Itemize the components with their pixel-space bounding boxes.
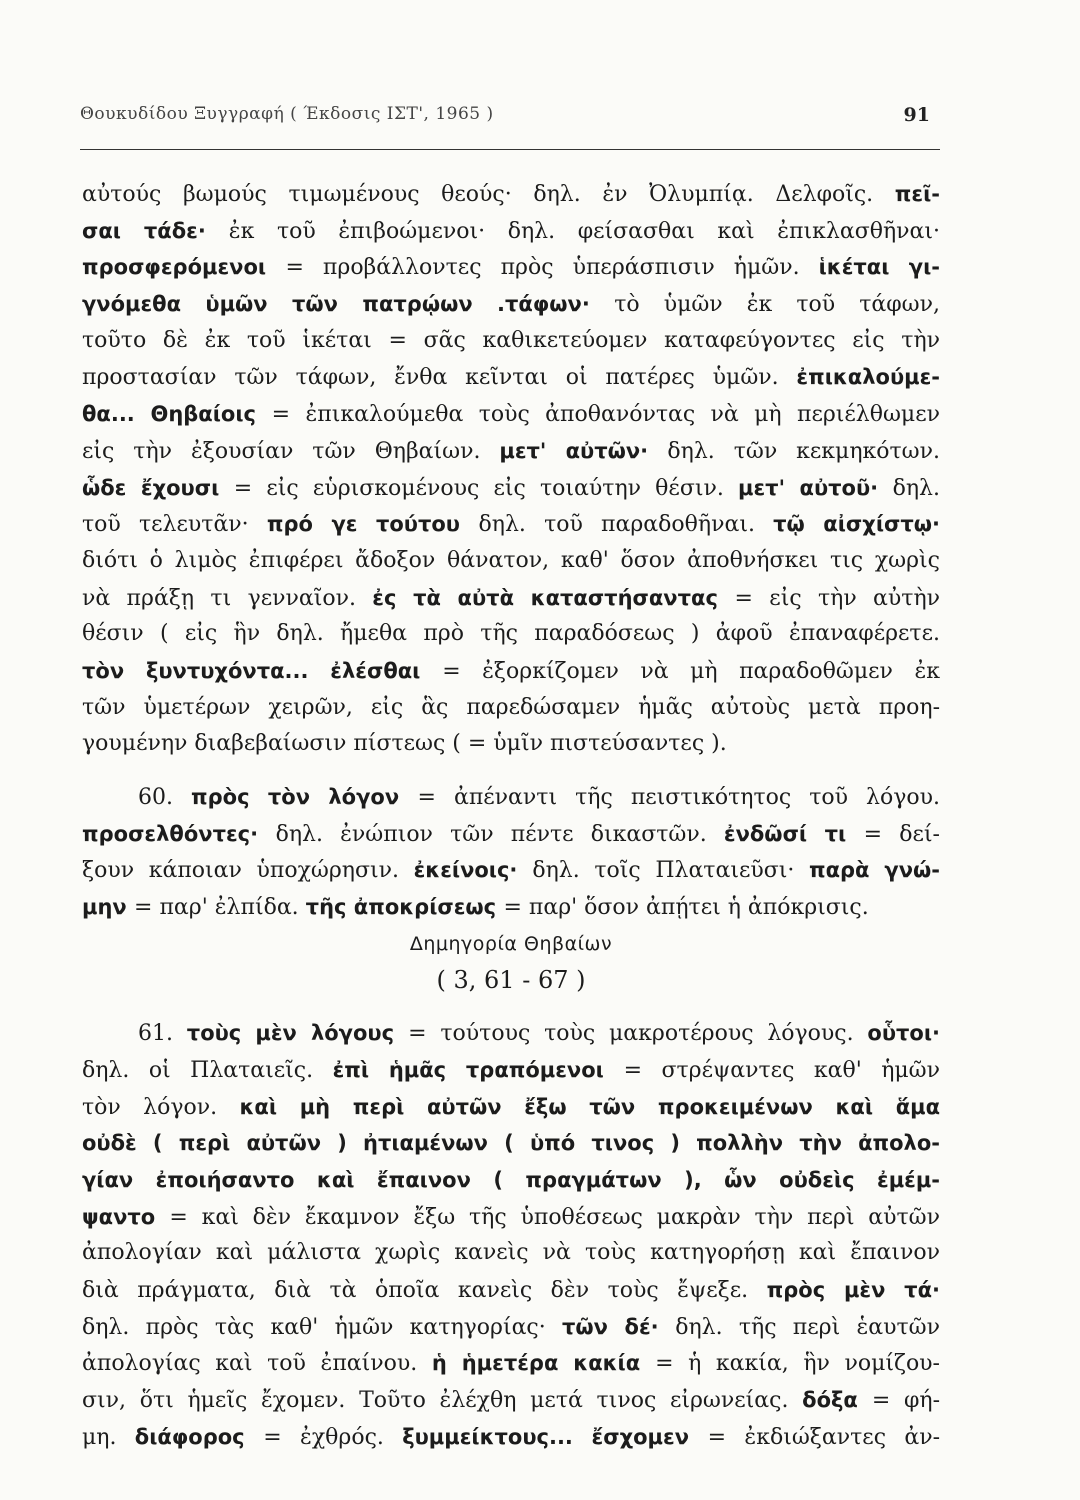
gloss-text: = καὶ δὲν ἔκαμνον ἔξω τῆς ὑποθέσεως μακρὰν τὴν περὶ αὐτῶν [169, 1204, 940, 1230]
gloss-text: δηλ. ἐνώπιον τῶν πέντε δικαστῶν. [275, 821, 724, 847]
paragraph-gap [82, 999, 940, 1015]
lemma-term: ὧδε ἔχουσι [82, 475, 234, 500]
text-line [82, 396, 940, 433]
text-line [82, 1089, 940, 1126]
running-header [80, 104, 940, 140]
text-line [82, 1419, 940, 1456]
lemma-term: γνόμεθα ὑμῶν τῶν πατρῴων .τάφων· [82, 292, 615, 317]
text-line [82, 580, 940, 617]
section-range: ( 3, 61 - 67 ) [436, 966, 586, 995]
gloss-text: εἰς τὴν ἐξουσίαν τῶν Θηβαίων. [82, 438, 500, 464]
lemma-term: οὐδὲ ( περὶ αὐτῶν ) ἠτιαμένων ( ὑπό τινος ) πολλὴν τὴν ἀπολο- [82, 1131, 940, 1156]
text-line [82, 1125, 940, 1162]
text-line [82, 616, 940, 653]
lemma-term: ἡ ἡμετέρα κακία [431, 1351, 656, 1376]
text-line [82, 213, 940, 250]
gloss-text: προστασίαν τῶν τάφων, ἔνθα κεῖνται οἱ πατέρες ὑμῶν. [82, 365, 797, 391]
lemma-term: μην [82, 895, 135, 920]
gloss-text: δηλ. [892, 475, 940, 501]
gloss-text: τὸν λόγον. [82, 1094, 240, 1120]
header-title: Θουκυδίδου Ξυγγραφή ( Έκδοσις ΙΣΤ', 1965 ) [80, 104, 494, 124]
gloss-text: ξουν κάποιαν ὑποχώρησιν. [82, 858, 414, 884]
text-line [82, 1199, 940, 1236]
text-line [82, 816, 940, 853]
text-line [82, 1272, 940, 1309]
gloss-text: ἀπολογίας καὶ τοῦ ἐπαίνου. [82, 1351, 432, 1377]
lemma-term: οὗτοι· [867, 1021, 940, 1046]
lemma-term: τῷ αἰσχίστῳ· [773, 512, 940, 537]
text-line [82, 470, 940, 507]
gloss-text: = ἐπικαλούμεθα τοὺς ἀποθανόντας νὰ μὴ περιέλθωμεν [271, 402, 940, 428]
text-line [82, 1235, 940, 1272]
lemma-term: μετ' αὐτῶν· [499, 438, 668, 463]
lemma-term: ἱκέται γι- [818, 255, 940, 280]
gloss-text: = στρέψαντες καθ' ἡμῶν [623, 1057, 940, 1083]
header-divider [80, 149, 940, 150]
gloss-text: σιν, ὅτι ἡμεῖς ἔχομεν. Τοῦτο ἐλέχθη μετά τινος εἰρωνείας. [82, 1388, 803, 1413]
gloss-text: = εἰς εὑρισκομένους εἰς τοιαύτην θέσιν. [233, 475, 739, 501]
gloss-text: διὰ πράγματα, διὰ τὰ ὁποῖα κανεὶς δὲν τοὺς ἔψεξε. [82, 1277, 767, 1303]
gloss-text: νὰ πράξῃ τι γενναῖον. [82, 585, 373, 611]
lemma-term: τῆς ἀποκρίσεως [305, 895, 504, 920]
lemma-term: μετ' αὐτοῦ· [738, 475, 893, 500]
gloss-text: τοῦτο δὲ ἐκ τοῦ ἱκέται = σᾶς καθικετεύομεν καταφεύγοντες εἰς τὴν [82, 327, 940, 353]
lemma-term: τὸν ξυντυχόντα... ἐλέσθαι [82, 658, 443, 683]
text-line [82, 1052, 940, 1089]
gloss-text: = τούτους τοὺς μακροτέρους λόγους. [408, 1021, 868, 1047]
gloss-text: = ἐχθρός. [263, 1424, 403, 1450]
lemma-term: παρὰ γνώ- [808, 858, 940, 883]
lemma-term: ἐκείνοις· [413, 858, 533, 883]
gloss-text: δηλ. τῆς περὶ ἑαυτῶν [675, 1314, 940, 1340]
gloss-text: = δεί- [863, 821, 940, 847]
gloss-text: = ἐκδιώξαντες ἀν- [707, 1424, 940, 1450]
lemma-term: πεῖ- [894, 182, 940, 206]
gloss-text: ἀπολογίαν καὶ μάλιστα χωρὶς κανεὶς νὰ τοὺς κατηγορήσῃ καὶ ἔπαινον [82, 1240, 940, 1266]
gloss-text: δηλ. οἱ Πλαταιεῖς. [82, 1057, 333, 1083]
lemma-term: ψαντο [82, 1204, 170, 1229]
gloss-text: = εἰς τὴν αὐτὴν [734, 585, 940, 611]
lemma-term: πρὸς τὸν λόγον [191, 785, 418, 809]
gloss-text: δηλ. τοῖς Πλαταιεῦσι· [532, 858, 809, 884]
lemma-term: τῶν δέ· [562, 1314, 676, 1339]
lemma-term: τοὺς μὲν λόγους [186, 1021, 409, 1046]
gloss-text: ἐκ τοῦ ἐπιβοώμενοι· δηλ. φείσασθαι καὶ ἐπικλασθῆναι· [228, 218, 940, 244]
paragraph-gap [82, 763, 940, 779]
gloss-text: διότι ὁ λιμὸς ἐπιφέρει ἄδοξον θάνατον, καθ' ὅσον ἀποθνήσκει τις χωρὶς [82, 547, 940, 573]
gloss-text: τοῦ τελευτᾶν· [82, 512, 267, 538]
text-line [82, 359, 940, 396]
lemma-term: προσελθόντες· [82, 821, 276, 846]
gloss-text: αὐτούς βωμούς τιμωμένους θεούς· δηλ. ἐν Ὀλυμπίᾳ. Δελφοῖς. [82, 182, 895, 207]
text-line [82, 1309, 940, 1346]
text-line [82, 926, 940, 963]
gloss-text: 61. [138, 1021, 187, 1047]
text-line [82, 852, 940, 889]
lemma-term: ἐπικαλούμε- [796, 365, 940, 390]
lemma-term: σαι τάδε· [82, 218, 229, 243]
text-line [82, 323, 940, 360]
lemma-term: θα... Θηβαίοις [82, 402, 272, 427]
gloss-text: μη. [82, 1424, 135, 1450]
page-number: 91 [903, 104, 930, 126]
text-line [82, 506, 940, 543]
lemma-term: ἐνδῶσί τι [723, 821, 864, 846]
gloss-text: γουμένην διαβεβαίωσιν πίστεως ( = ὑμῖν πιστεύσαντες ). [82, 731, 727, 757]
gloss-text: = ἀπέναντι τῆς πειστικότητος τοῦ λόγου. [417, 785, 940, 810]
lemma-term: ( πραγμάτων ), ὧν οὐδεὶς ἐμέμ- [493, 1167, 940, 1192]
text-line [82, 1382, 940, 1419]
lemma-term: γίαν ἐποιήσαντο καὶ ἔπαινον [82, 1167, 494, 1192]
gloss-text: τῶν ὑμετέρων χειρῶν, εἰς ἃς παρεδώσαμεν ἡμᾶς αὐτοὺς μετὰ προη- [82, 694, 940, 720]
lemma-term: πρό γε τούτου [266, 512, 479, 537]
text-line [82, 726, 940, 763]
text-line [82, 779, 940, 816]
commentary-text [82, 176, 940, 1455]
gloss-text: τὸ ὑμῶν ἐκ τοῦ τάφων, [614, 292, 940, 318]
gloss-text: = ἡ κακία, ἣν νομίζου- [655, 1351, 940, 1377]
gloss-text: θέσιν ( εἰς ἣν δηλ. ἤμεθα πρὸ τῆς παραδόσεως ) ἀφοῦ ἐπαναφέρετε. [82, 621, 940, 647]
text-line [82, 1015, 940, 1052]
lemma-term: δόξα [802, 1388, 872, 1412]
lemma-term: ἐς τὰ αὐτὰ καταστήσαντας [372, 585, 735, 610]
gloss-text: = προβάλλοντες πρὸς ὑπεράσπισιν ἡμῶν. [285, 255, 819, 281]
section-heading: Δημηγορία Θηβαίων [409, 932, 613, 955]
text-line [82, 433, 940, 470]
lemma-term: προσφερόμενοι [82, 255, 286, 280]
lemma-term: καὶ μὴ περὶ αὐτῶν ἔξω τῶν προκειμένων καὶ ἅμα [239, 1094, 940, 1119]
gloss-text: = παρ' ὅσον ἀπῄτει ἡ ἀπόκρισις. [503, 895, 869, 921]
text-line [82, 889, 940, 926]
text-line [82, 286, 940, 323]
text-line [82, 962, 940, 999]
gloss-text: δηλ. τῶν κεκμηκότων. [667, 438, 940, 464]
text-line [82, 1162, 940, 1199]
text-line [82, 653, 940, 690]
lemma-term: πρὸς μὲν τά· [766, 1277, 940, 1302]
text-line [82, 1345, 940, 1382]
gloss-text: 60. [138, 785, 192, 810]
gloss-text: δηλ. πρὸς τὰς καθ' ἡμῶν κατηγορίας· [82, 1314, 563, 1340]
lemma-term: ἐπὶ ἡμᾶς τραπόμενοι [332, 1057, 624, 1082]
lemma-term: διάφορος [134, 1424, 264, 1449]
text-line [82, 176, 940, 213]
gloss-text: = φή- [871, 1388, 940, 1413]
text-line [82, 543, 940, 580]
text-line [82, 249, 940, 286]
gloss-text: = ἐξορκίζομεν νὰ μὴ παραδοθῶμεν ἐκ [442, 658, 940, 684]
text-line [82, 690, 940, 727]
lemma-term: ξυμμείκτους... ἔσχομεν [402, 1424, 708, 1449]
gloss-text: = παρ' ἐλπίδα. [134, 895, 306, 921]
gloss-text: δηλ. τοῦ παραδοθῆναι. [478, 512, 774, 538]
